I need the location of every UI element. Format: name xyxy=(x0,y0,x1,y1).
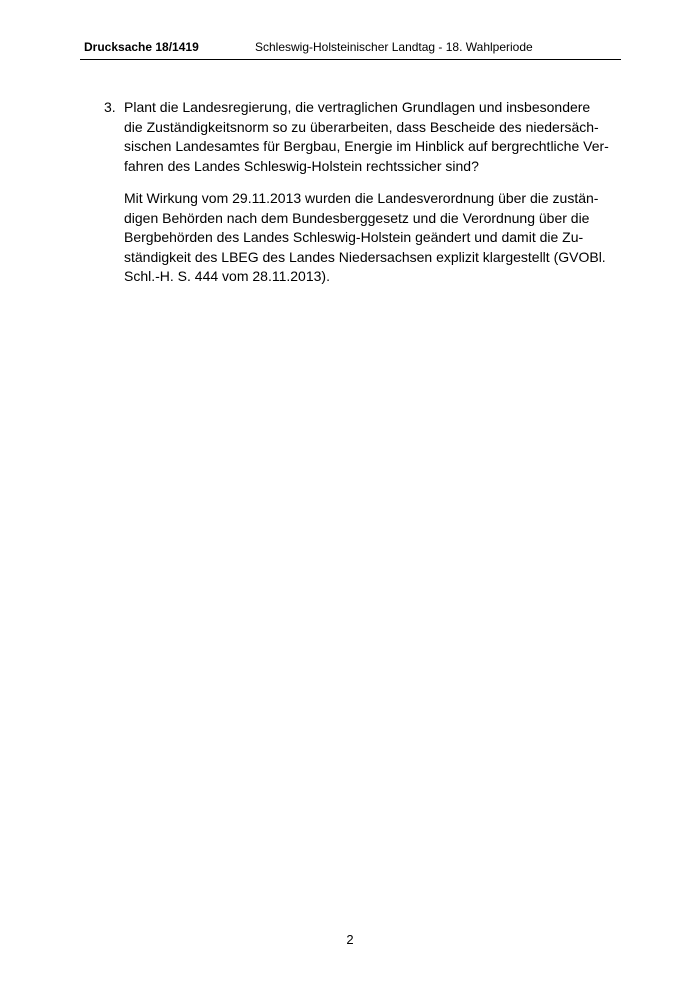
document-number: Drucksache 18/1419 xyxy=(84,40,199,54)
answer-line: ständigkeit des LBEG des Landes Niedersachsen explizit klargestellt (GVOBl. xyxy=(124,248,606,265)
answer-line: digen Behörden nach dem Bundesberggesetz und die Verordnung über die xyxy=(124,209,590,226)
question-line: Plant die Landesregierung, die vertraglichen Grundlagen und insbesondere xyxy=(124,99,591,115)
answer-paragraph xyxy=(124,189,624,287)
question-line: die Zuständigkeitsnorm so zu überarbeiten, dass Bescheide des niedersäch- xyxy=(124,118,599,135)
answer-line: Schl.-H. S. 444 vom 28.11.2013). xyxy=(124,268,330,284)
answer-line: Bergbehörden des Landes Schleswig-Holstein geändert und damit die Zu- xyxy=(124,229,584,245)
question-line: fahren des Landes Schleswig-Holstein rechtssicher sind? xyxy=(124,157,479,174)
parliament-title: Schleswig-Holsteinischer Landtag - 18. Wahlperiode xyxy=(255,40,533,54)
header-divider xyxy=(80,59,621,60)
page-header xyxy=(80,39,620,59)
question-line: sischen Landesamtes für Bergbau, Energie im Hinblick auf bergrechtliche Ver- xyxy=(124,138,609,154)
page-number: 2 xyxy=(346,932,354,947)
question-number: 3. xyxy=(104,99,116,115)
answer-line: Mit Wirkung vom 29.11.2013 wurden die Landesverordnung über die zustän- xyxy=(124,190,599,206)
question-text xyxy=(124,98,624,176)
